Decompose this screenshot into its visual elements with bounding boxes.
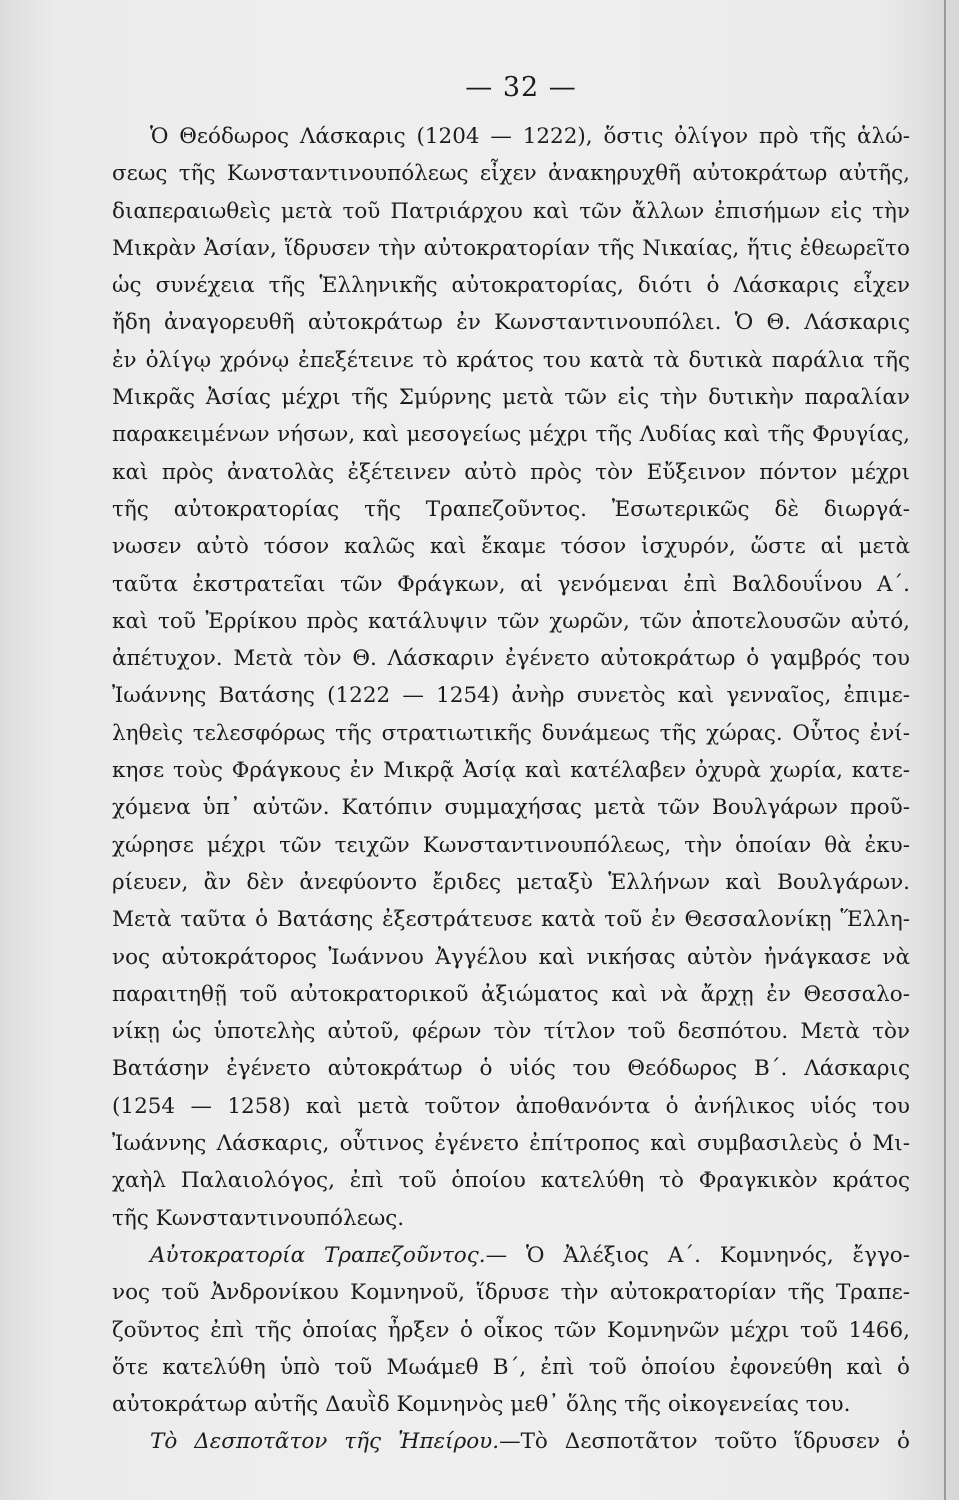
text-line: ρίευεν, ἂν δὲν ἀνεφύοντο ἔριδες μεταξὺ Ἑλλήνων καὶ Βουλγάρων. (112, 869, 910, 895)
text-line: διαπεραιωθεὶς μετὰ τοῦ Πατριάρχου καὶ τῶν ἄλλων ἐπισήμων εἰς τὴν (112, 198, 910, 224)
text-line: καὶ τοῦ Ἐρρίκου πρὸς κατάλυψιν τῶν χωρῶν, τῶν ἀποτελουσῶν αὐτό, (112, 608, 910, 634)
text-line: Ἰωάννης Βατάσης (1222 — 1254) ἀνὴρ συνετὸς καὶ γενναῖος, ἐπιμε- (112, 683, 910, 709)
text-line: σεως τῆς Κωνσταντινουπόλεως εἶχεν ἀνακηρυχθῆ αὐτοκράτωρ αὐτῆς, (112, 161, 910, 187)
text-line: Ἰωάννης Λάσκαρις, οὗτινος ἐγένετο ἐπίτροπος καὶ συμβασιλεὺς ὁ Μι- (112, 1131, 910, 1157)
text-line: νωσεν αὐτὸ τόσον καλῶς καὶ ἔκαμε τόσον ἰσχυρόν, ὥστε αἱ μετὰ (112, 534, 910, 560)
page-edge-shadow (944, 0, 946, 1500)
text-line: χόμενα ὑπ᾽ αὐτῶν. Κατόπιν συμμαχήσας μετὰ τῶν Βουλγάρων προῦ- (112, 795, 910, 821)
text-line: ζοῦντος ἐπὶ τῆς ὁποίας ἦρξεν ὁ οἶκος τῶν Κομνηνῶν μέχρι τοῦ 1466, (112, 1317, 910, 1343)
line-text: —Τὸ Δεσποτᾶτον τοῦτο ἵδρυσεν ὁ (499, 1429, 910, 1455)
text-line: νίκῃ ὡς ὑποτελὴς αὐτοῦ, φέρων τὸν τίτλον τοῦ δεσπότου. Μετὰ τὸν (112, 1019, 910, 1045)
text-line: Βατάσην ἐγένετο αὐτοκράτωρ ὁ υἱός του Θεόδωρος Β΄. Λάσκαρις (112, 1056, 910, 1082)
text-line: κησε τοὺς Φράγκους ἐν Μικρᾷ Ἀσίᾳ καὶ κατέλαβεν ὀχυρὰ χωρία, κατε- (112, 758, 910, 784)
section-heading: Αὐτοκρατορία Τραπεζοῦντος. (150, 1242, 486, 1268)
text-line: νος τοῦ Ἀνδρονίκου Κομνηνοῦ, ἵδρυσε τὴν αὐτοκρατορίαν τῆς Τραπε- (112, 1280, 910, 1306)
text-line: Μετὰ ταῦτα ὁ Βατάσης ἐξεστράτευσε κατὰ τοῦ ἐν Θεσσαλονίκῃ Ἕλλη- (112, 907, 910, 933)
text-line: νος αὐτοκράτορος Ἰωάννου Ἀγγέλου καὶ νικήσας αὐτὸν ἠνάγκασε νὰ (112, 944, 910, 970)
text-line: τῆς Κωνσταντινουπόλεως. (112, 1205, 405, 1231)
text-line: Μικρᾶς Ἀσίας μέχρι τῆς Σμύρνης μετὰ τῶν εἰς τὴν δυτικὴν παραλίαν (112, 385, 910, 411)
text-line: καὶ πρὸς ἀνατολὰς ἐξέτεινεν αὐτὸ πρὸς τὸν Εὔξεινον πόντον μέχρι (112, 459, 910, 485)
text-line (112, 1423, 910, 1460)
text-line: ἀπέτυχον. Μετὰ τὸν Θ. Λάσκαριν ἐγένετο αὐτοκράτωρ ὁ γαμβρός του (112, 646, 910, 672)
text-line: ταῦτα ἐκστρατεῖαι τῶν Φράγκων, αἱ γενόμεναι ἐπὶ Βαλδουΐνου Α΄. (112, 571, 910, 597)
text-line: (1254 — 1258) καὶ μετὰ τοῦτον ἀποθανόντα ὁ ἀνήλικος υἱός του (112, 1093, 910, 1119)
text-line: ληθεὶς τελεσφόρως τῆς στρατιωτικῆς δυνάμεως τῆς χώρας. Οὗτος ἐνί- (112, 720, 910, 746)
text-line: τῆς αὐτοκρατορίας τῆς Τραπεζοῦντος. Ἐσωτερικῶς δὲ διωργά- (112, 496, 910, 522)
body-text (112, 118, 910, 1461)
text-line: αὐτοκράτωρ αὐτῆς Δαυῒδ Κομνηνὸς μεθ᾽ ὅλης τῆς οἰκογενείας του. (112, 1392, 851, 1418)
text-line: Ὁ Θεόδωρος Λάσκαρις (1204 — 1222), ὅστις ὀλίγον πρὸ τῆς ἁλώ- (150, 124, 910, 149)
text-line: παρακειμένων νήσων, καὶ μεσογείως μέχρι τῆς Λυδίας καὶ τῆς Φρυγίας, (112, 422, 910, 448)
page-content (112, 70, 910, 1461)
text-line: ὡς συνέχεια τῆς Ἑλληνικῆς αὐτοκρατορίας, διότι ὁ Λάσκαρις εἶχεν (112, 273, 910, 299)
text-line: ἤδη ἀναγορευθῆ αὐτοκράτωρ ἐν Κωνσταντινουπόλει. Ὁ Θ. Λάσκαρις (112, 310, 910, 336)
text-line: παραιτηθῇ τοῦ αὐτοκρατορικοῦ ἀξιώματος καὶ νὰ ἄρχῃ ἐν Θεσσαλο- (112, 981, 910, 1007)
line-text: — Ὁ Ἀλέξιος Α΄. Κομνηνός, ἔγγο- (485, 1242, 910, 1268)
text-line: ἐν ὀλίγῳ χρόνῳ ἐπεξέτεινε τὸ κράτος του κατὰ τὰ δυτικὰ παράλια τῆς (112, 347, 910, 373)
text-line: χώρησε μέχρι τῶν τειχῶν Κωνσταντινουπόλεως, τὴν ὁποίαν θὰ ἐκυ- (112, 832, 910, 858)
text-line (112, 1237, 910, 1274)
text-line: χαὴλ Παλαιολόγος, ἐπὶ τοῦ ὁποίου κατελύθη τὸ Φραγκικὸν κράτος (112, 1168, 910, 1194)
text-line: ὅτε κατελύθη ὑπὸ τοῦ Μωάμεθ Β΄, ἐπὶ τοῦ ὁποίου ἐφονεύθη καὶ ὁ (112, 1354, 910, 1380)
section-heading: Τὸ Δεσποτᾶτον τῆς Ἠπείρου. (150, 1429, 500, 1455)
text-line: Μικρὰν Ἀσίαν, ἵδρυσεν τὴν αὐτοκρατορίαν τῆς Νικαίας, ἥτις ἐθεωρεῖτο (112, 235, 910, 261)
page-number: — 32 — (465, 72, 577, 103)
